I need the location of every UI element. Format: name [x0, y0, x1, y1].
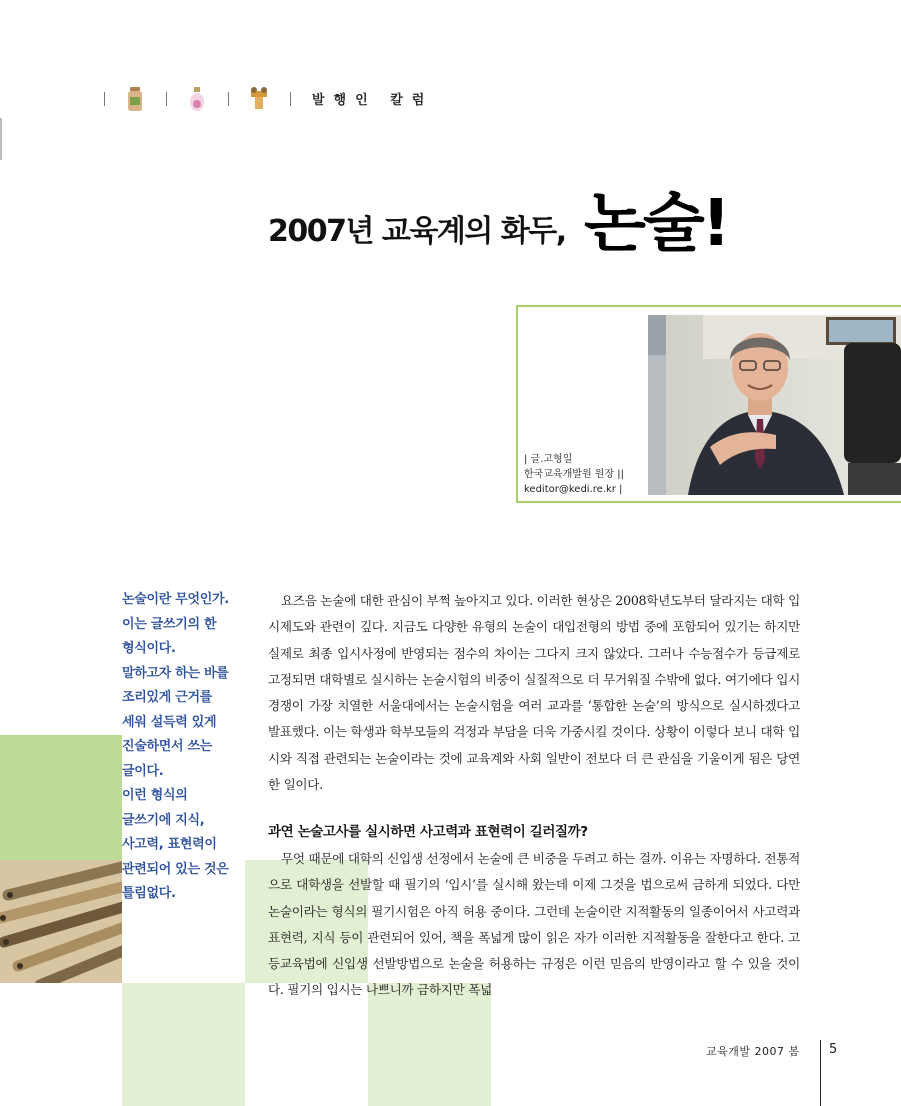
pull-quote-line: 관련되어 있는 것은 [122, 861, 229, 877]
pull-quote-line: 이런 형식의 [122, 788, 188, 803]
magazine-issue: 교육개발 2007 봄 [706, 1045, 800, 1058]
author-title: 한국교육개발원 원장 || [524, 469, 625, 480]
pull-quote-line: 형식이다. [122, 641, 176, 656]
pull-quote-line: 세워 설득력 있게 [122, 714, 217, 730]
header-divider [166, 92, 167, 106]
deco-block [122, 983, 245, 1106]
pull-quote-line: 사고력, 표현력이 [122, 837, 217, 852]
pull-quote-line: 조리있게 근거를 [122, 690, 213, 705]
pencils-image [0, 860, 122, 983]
body-paragraph-1: 요즈음 논술에 대한 관심이 부쩍 높아지고 있다. 이러한 현상은 2008학년도부터 달라지는 대학 입시제도와 관련이 깊다. 지금도 다양한 유형의 논술이 대입전형의 방법 중에 포함되어 있기는 하지만 실제로 최종 입시사정에 반영되는 점수의 차이는 그다지 크지 않았다. 그러나 수능점수가 등급제로 고정되면 대학별로 실시하는 논술시험의 비중이 실질적으로 더 무거워질 수밖에 없다. 여기에다 입시경쟁이 가장 치열한 서울대에서는 논술시험을 여러 교과를 ‘통합한 논술’의 방식으로 실시하겠다고 발표했다. 이는 학생과 학부모들의 걱정과 부담을 더욱 가중시킬 것이다. 상황이 이렇다 보니 대학 입시와 직접 관련되는 논술이라는 것에 교육계와 사회 일반이 전보다 더 큰 관심을 기울이게 됨은 당연한 일이다. [268, 593, 800, 793]
pull-quote-line: 틀림없다. [122, 886, 176, 901]
author-photo [648, 315, 901, 495]
pull-quote-line: 논술이란 무엇인가. [122, 592, 229, 607]
pull-quote-line: 진술하면서 쓰는 [122, 739, 213, 754]
page-number: 5 [829, 1042, 838, 1057]
pull-quote-line: 글이다. [122, 763, 164, 779]
title-main: 2007년 교육계의 화두, [268, 214, 566, 249]
header-divider [290, 92, 291, 106]
footer-divider [820, 1040, 821, 1106]
header-divider [228, 92, 229, 106]
body-paragraph-2: 무엇 때문에 대학의 신입생 선정에서 논술에 큰 비중을 두려고 하는 걸까. 이유는 자명하다. 전통적으로 대학생을 선발할 때 필기의 ‘입시’를 실시해 왔는데 이제 그것을 법으로써 금하게 되었다. 다만 논술이라는 형식의 필기시험은 아직 허용 중이다. 그런데 논술이란 지적활동의 일종이어서 사고력과 표현력, 지식 등이 관련되어 있어, 책을 폭넓게 많이 읽은 자가 이러한 지적활동을 잘한다고 한다. 고등교육법에 신입생 선발방법으로 논술을 허용하는 규정은 이런 믿음의 반영이라고 할 수 있을 것이다. 필기의 입시는 나쁘니까 금하지만 폭넓 [268, 851, 800, 998]
jar-icon [124, 85, 146, 113]
pull-quote-line: 이는 글쓰기의 한 [122, 616, 217, 632]
column-label: 발행인 칼럼 [312, 93, 434, 108]
header-divider [104, 92, 105, 106]
pull-quote-line: 말하고자 하는 바를 [122, 665, 229, 681]
author-email: keditor@kedi.re.kr | [524, 484, 623, 495]
title-highlight: 논술! [584, 187, 728, 261]
side-tick [0, 118, 2, 160]
author-name: | 글.고형일 [524, 454, 573, 465]
section-subheading: 과연 논술고사를 실시하면 사고력과 표현력이 길러질까? [268, 824, 588, 840]
toy-icon [248, 85, 270, 113]
pull-quote-line: 글쓰기에 지식, [122, 812, 205, 828]
deco-block [0, 735, 122, 860]
bottle-icon [186, 85, 208, 113]
